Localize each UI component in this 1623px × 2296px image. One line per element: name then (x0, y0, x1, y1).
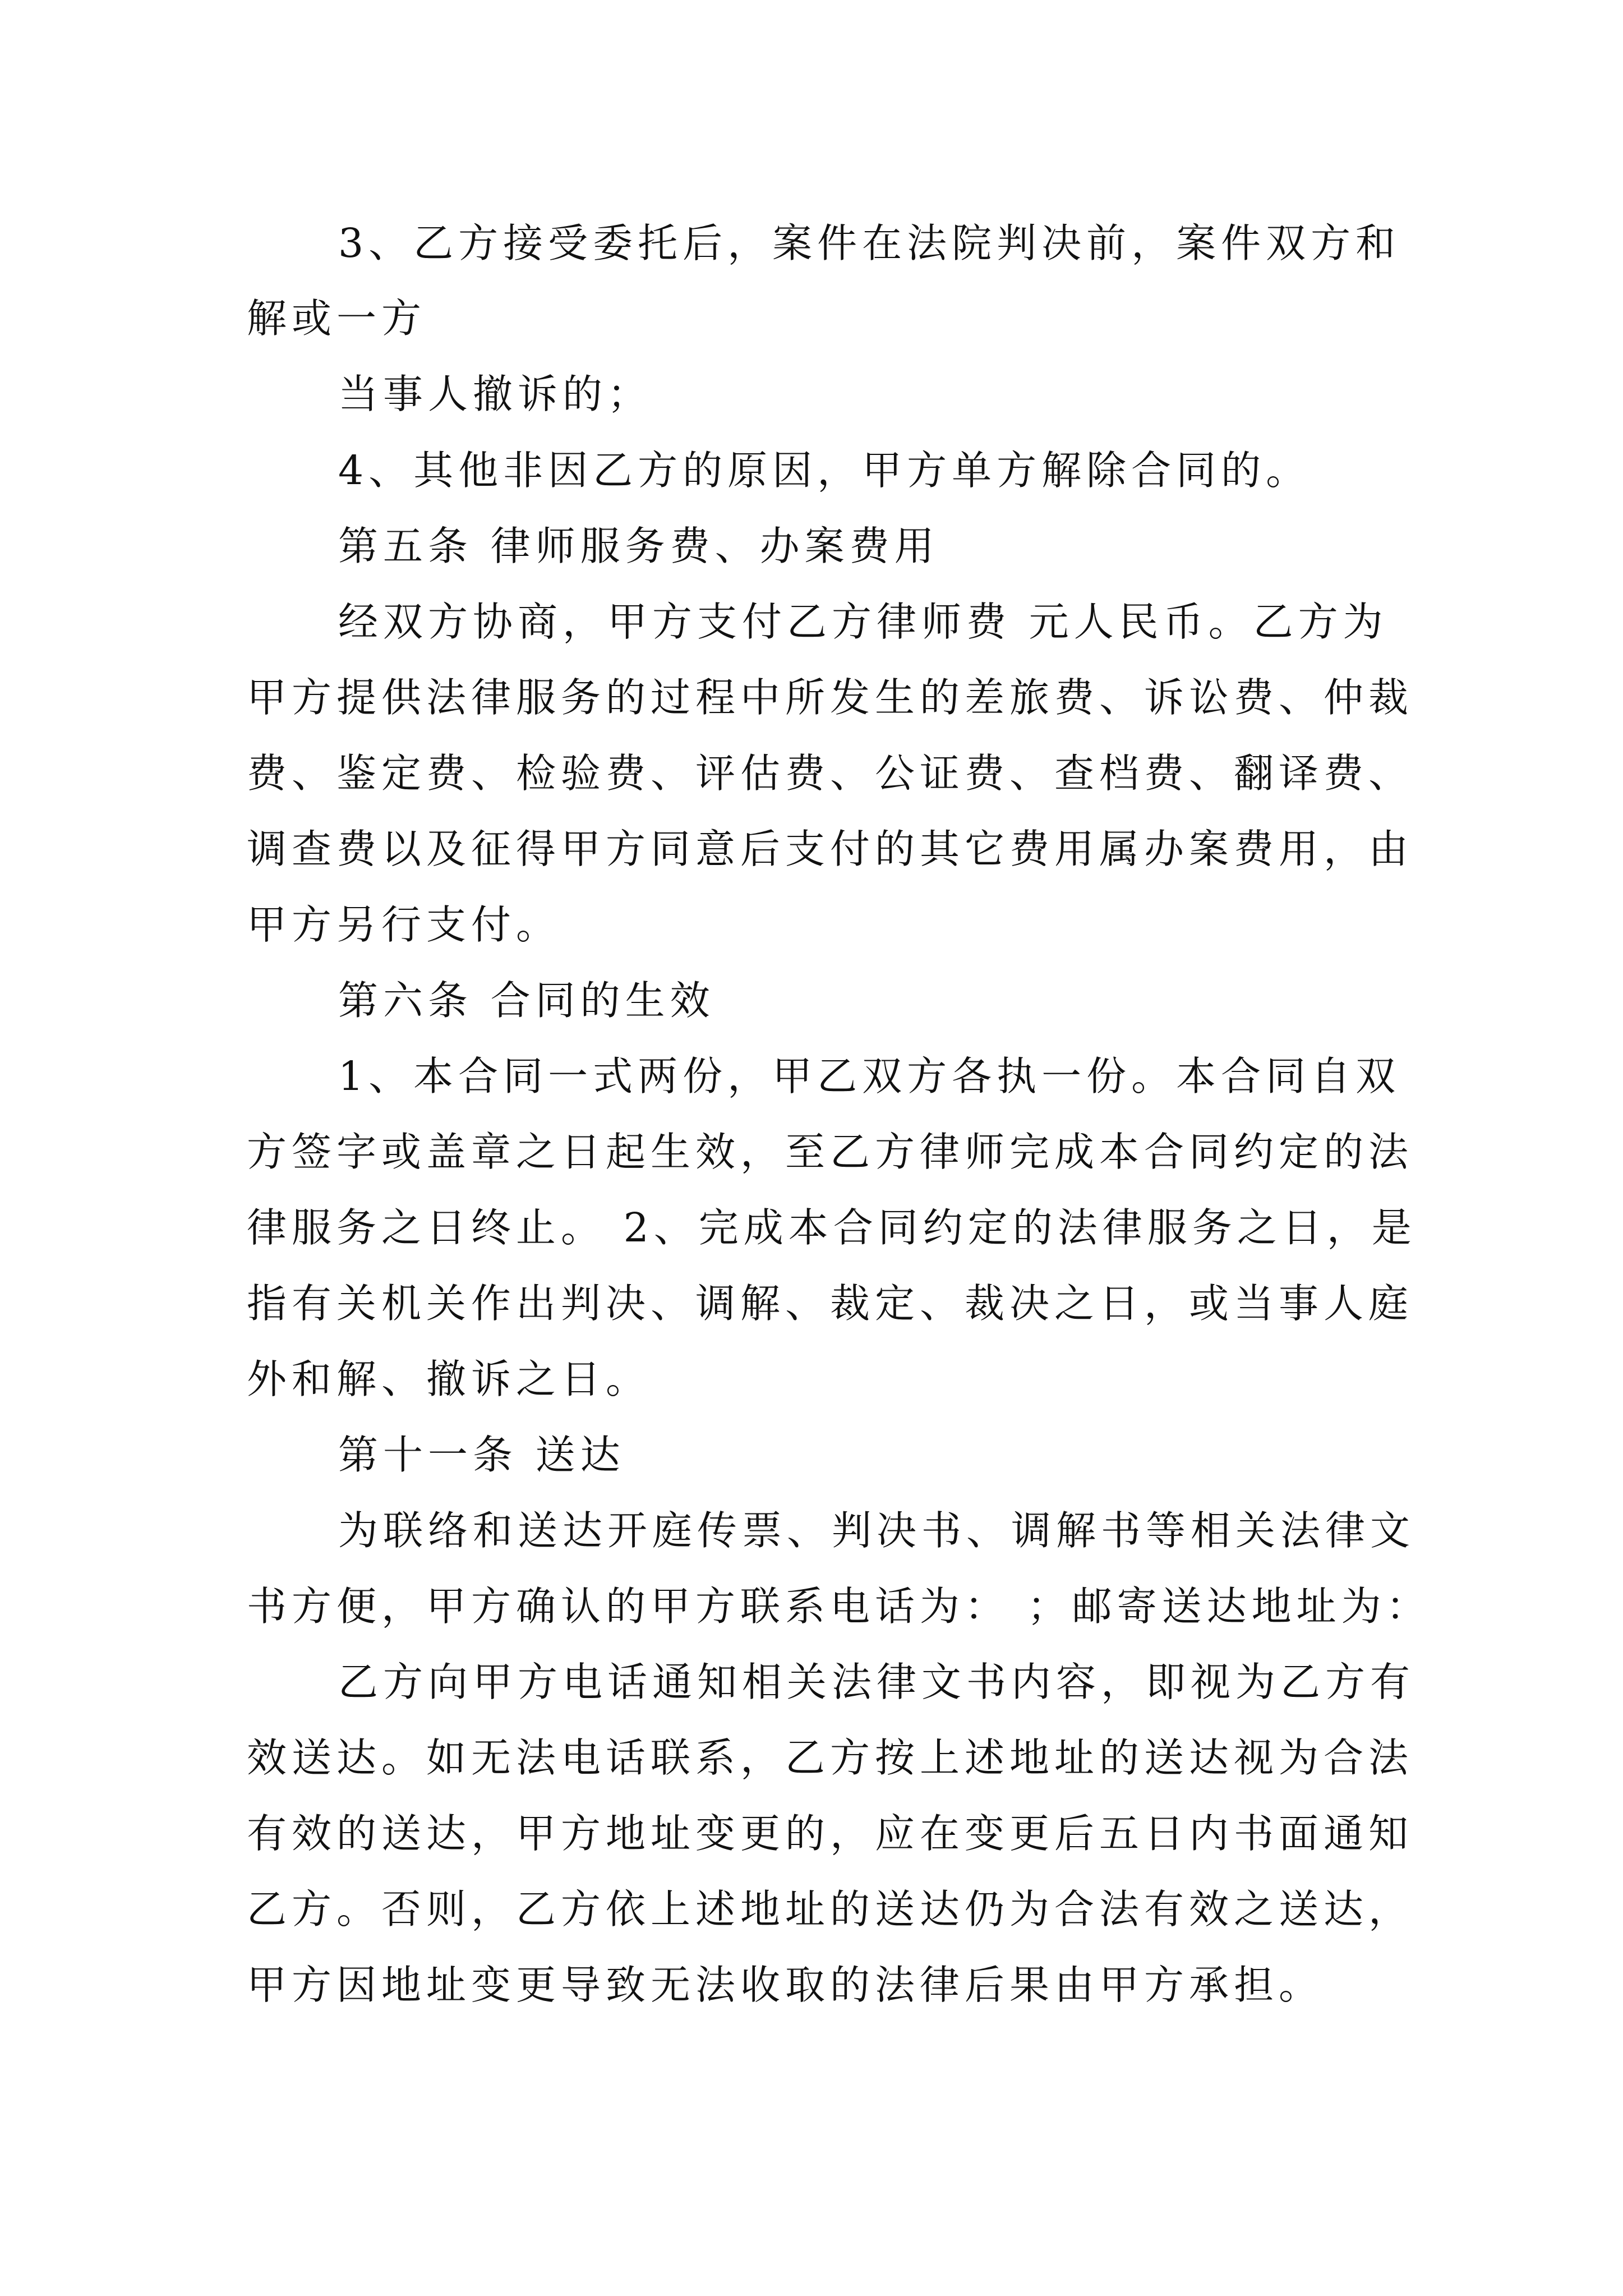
paragraph-line: 为联络和送达开庭传票、判决书、调解书等相关法律文 (338, 1507, 1415, 1554)
paragraph-line: 费、鉴定费、检验费、评估费、公证费、查档费、翻译费、 (247, 750, 1414, 797)
paragraph-line: 3、乙方接受委托后，案件在法院判决前，案件双方和 (338, 220, 1401, 266)
paragraph-line: 甲方另行支付。 (247, 901, 561, 948)
paragraph-line: 外和解、撤诉之日。 (247, 1356, 651, 1402)
paragraph-line: 1、本合同一式两份，甲乙双方各执一份。本合同自双 (338, 1053, 1401, 1099)
paragraph-line: 调查费以及征得甲方同意后支付的其它费用属办案费用，由 (247, 826, 1414, 872)
paragraph-line: 经双方协商，甲方支付乙方律师费 元人民币。乙方为 (338, 599, 1388, 645)
paragraph-line: 律服务之日终止。 2、完成本合同约定的法律服务之日，是 (247, 1204, 1417, 1251)
paragraph-line: 方签字或盖章之日起生效，至乙方律师完成本合同约定的法 (247, 1129, 1414, 1175)
paragraph-line: 当事人撤诉的； (338, 371, 653, 417)
paragraph-line: 乙方。否则，乙方依上述地址的送达仍为合法有效之送达， (247, 1886, 1414, 1932)
paragraph-line: 有效的送达，甲方地址变更的，应在变更后五日内书面通知 (247, 1810, 1414, 1857)
paragraph-line: 4、其他非因乙方的原因，甲方单方解除合同的。 (338, 447, 1311, 494)
paragraph-line: 指有关机关作出判决、调解、裁定、裁决之日，或当事人庭 (247, 1280, 1414, 1327)
paragraph-line: 甲方因地址变更导致无法收取的法律后果由甲方承担。 (247, 1962, 1324, 2008)
paragraph-line: 书方便，甲方确认的甲方联系电话为： ；邮寄送达地址为： (247, 1583, 1431, 1630)
paragraph-line: 解或一方 (247, 295, 427, 342)
section-heading: 第五条 律师服务费、办案费用 (338, 523, 939, 569)
section-heading: 第六条 合同的生效 (338, 977, 715, 1024)
paragraph-line: 甲方提供法律服务的过程中所发生的差旅费、诉讼费、仲裁 (247, 674, 1414, 721)
section-heading: 第十一条 送达 (338, 1432, 625, 1478)
paragraph-line: 效送达。如无法电话联系，乙方按上述地址的送达视为合法 (247, 1734, 1414, 1781)
paragraph-line: 乙方向甲方电话通知相关法律文书内容，即视为乙方有 (338, 1659, 1415, 1705)
